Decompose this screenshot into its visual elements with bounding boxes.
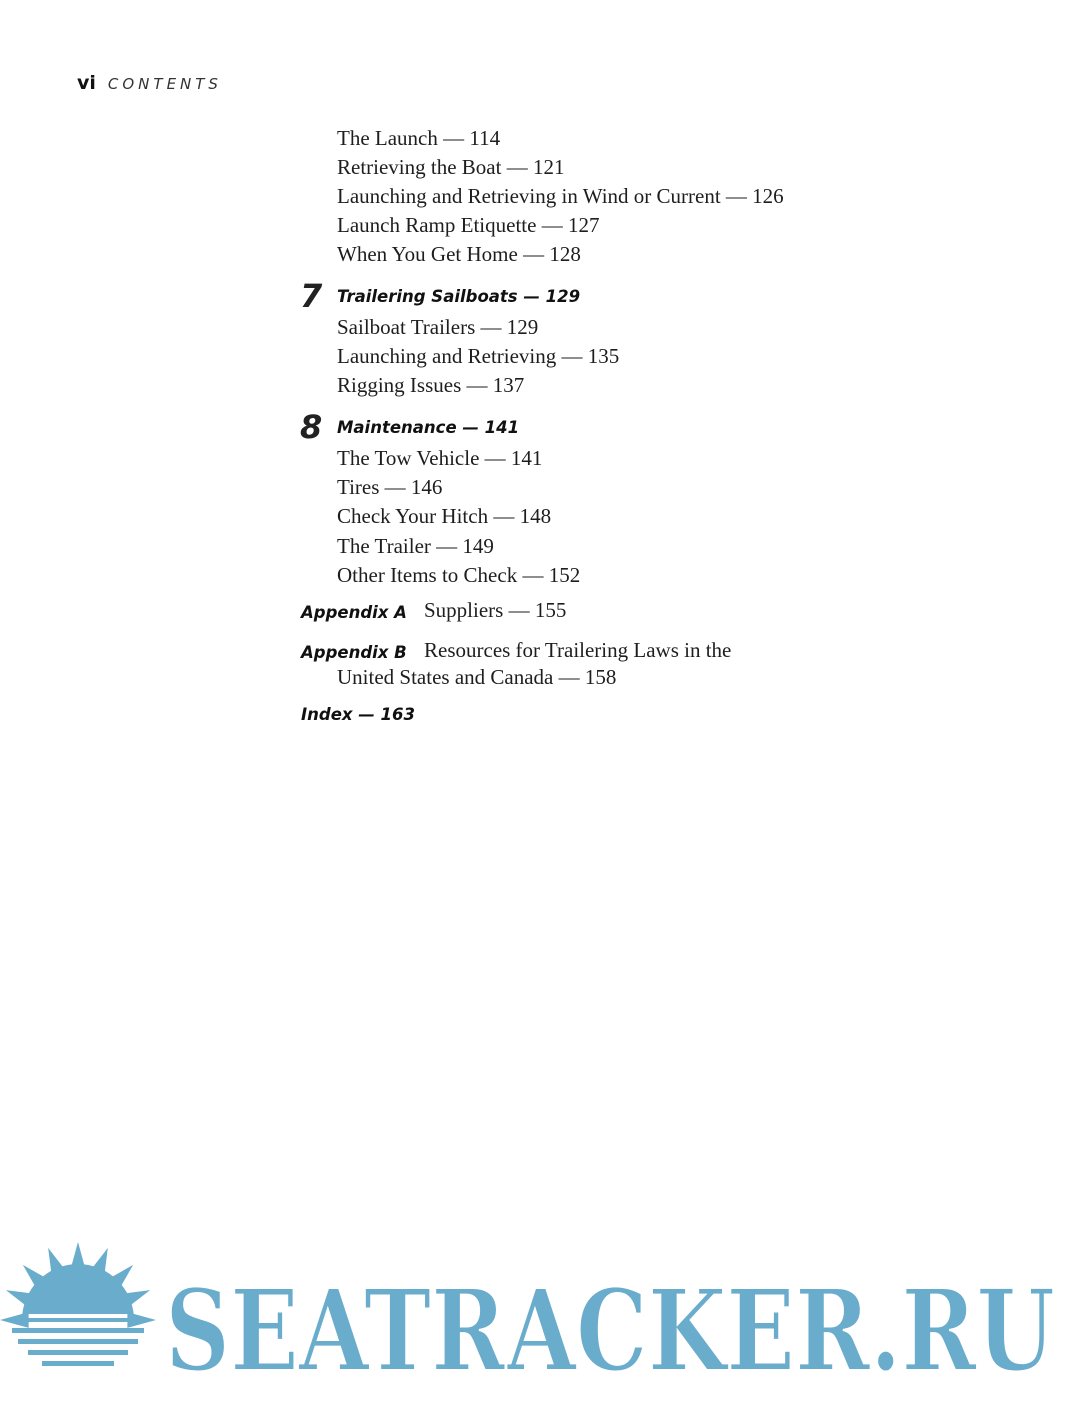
appendix-b-label: Appendix B [301, 643, 407, 662]
chapter-title[interactable]: Trailering Sailboats — 129 [337, 287, 581, 306]
section-label: CONTENTS [107, 75, 222, 93]
appendix-a-label: Appendix A [301, 603, 407, 622]
toc-entry[interactable]: Rigging Issues — 137 [337, 373, 525, 397]
toc-entry[interactable]: Launch Ramp Etiquette — 127 [337, 213, 600, 237]
running-head [77, 72, 222, 94]
index-entry[interactable]: Index — 163 [301, 705, 415, 724]
page-number: vi [77, 72, 96, 94]
watermark-logo [0, 1240, 1070, 1404]
sunburst-icon [0, 1242, 156, 1376]
toc-entry[interactable]: Other Items to Check — 152 [337, 563, 581, 587]
chapter-number: 7 [300, 277, 323, 315]
toc-entry[interactable]: Check Your Hitch — 148 [337, 504, 552, 528]
toc-entry[interactable]: The Trailer — 149 [337, 534, 494, 558]
chapter-title[interactable]: Maintenance — 141 [337, 418, 520, 437]
toc-entry[interactable]: Launching and Retrieving in Wind or Current — 126 [337, 184, 784, 208]
toc-entry[interactable]: Retrieving the Boat — 121 [337, 155, 565, 179]
toc-entry[interactable]: The Tow Vehicle — 141 [337, 446, 543, 470]
appendix-b-entry[interactable]: Resources for Trailering Laws in the [424, 638, 732, 662]
appendix-b-entry-cont[interactable]: United States and Canada — 158 [337, 665, 617, 689]
toc-entry[interactable]: Tires — 146 [337, 475, 443, 499]
toc-entry[interactable]: The Launch — 114 [337, 126, 501, 150]
watermark-text: SEATRACKER.RU [165, 1266, 1055, 1397]
toc-entry[interactable]: When You Get Home — 128 [337, 242, 581, 266]
toc-entry[interactable]: Launching and Retrieving — 135 [337, 344, 620, 368]
appendix-a-entry[interactable]: Suppliers — 155 [424, 598, 567, 622]
chapter-number: 8 [300, 408, 323, 446]
toc-entry[interactable]: Sailboat Trailers — 129 [337, 315, 539, 339]
